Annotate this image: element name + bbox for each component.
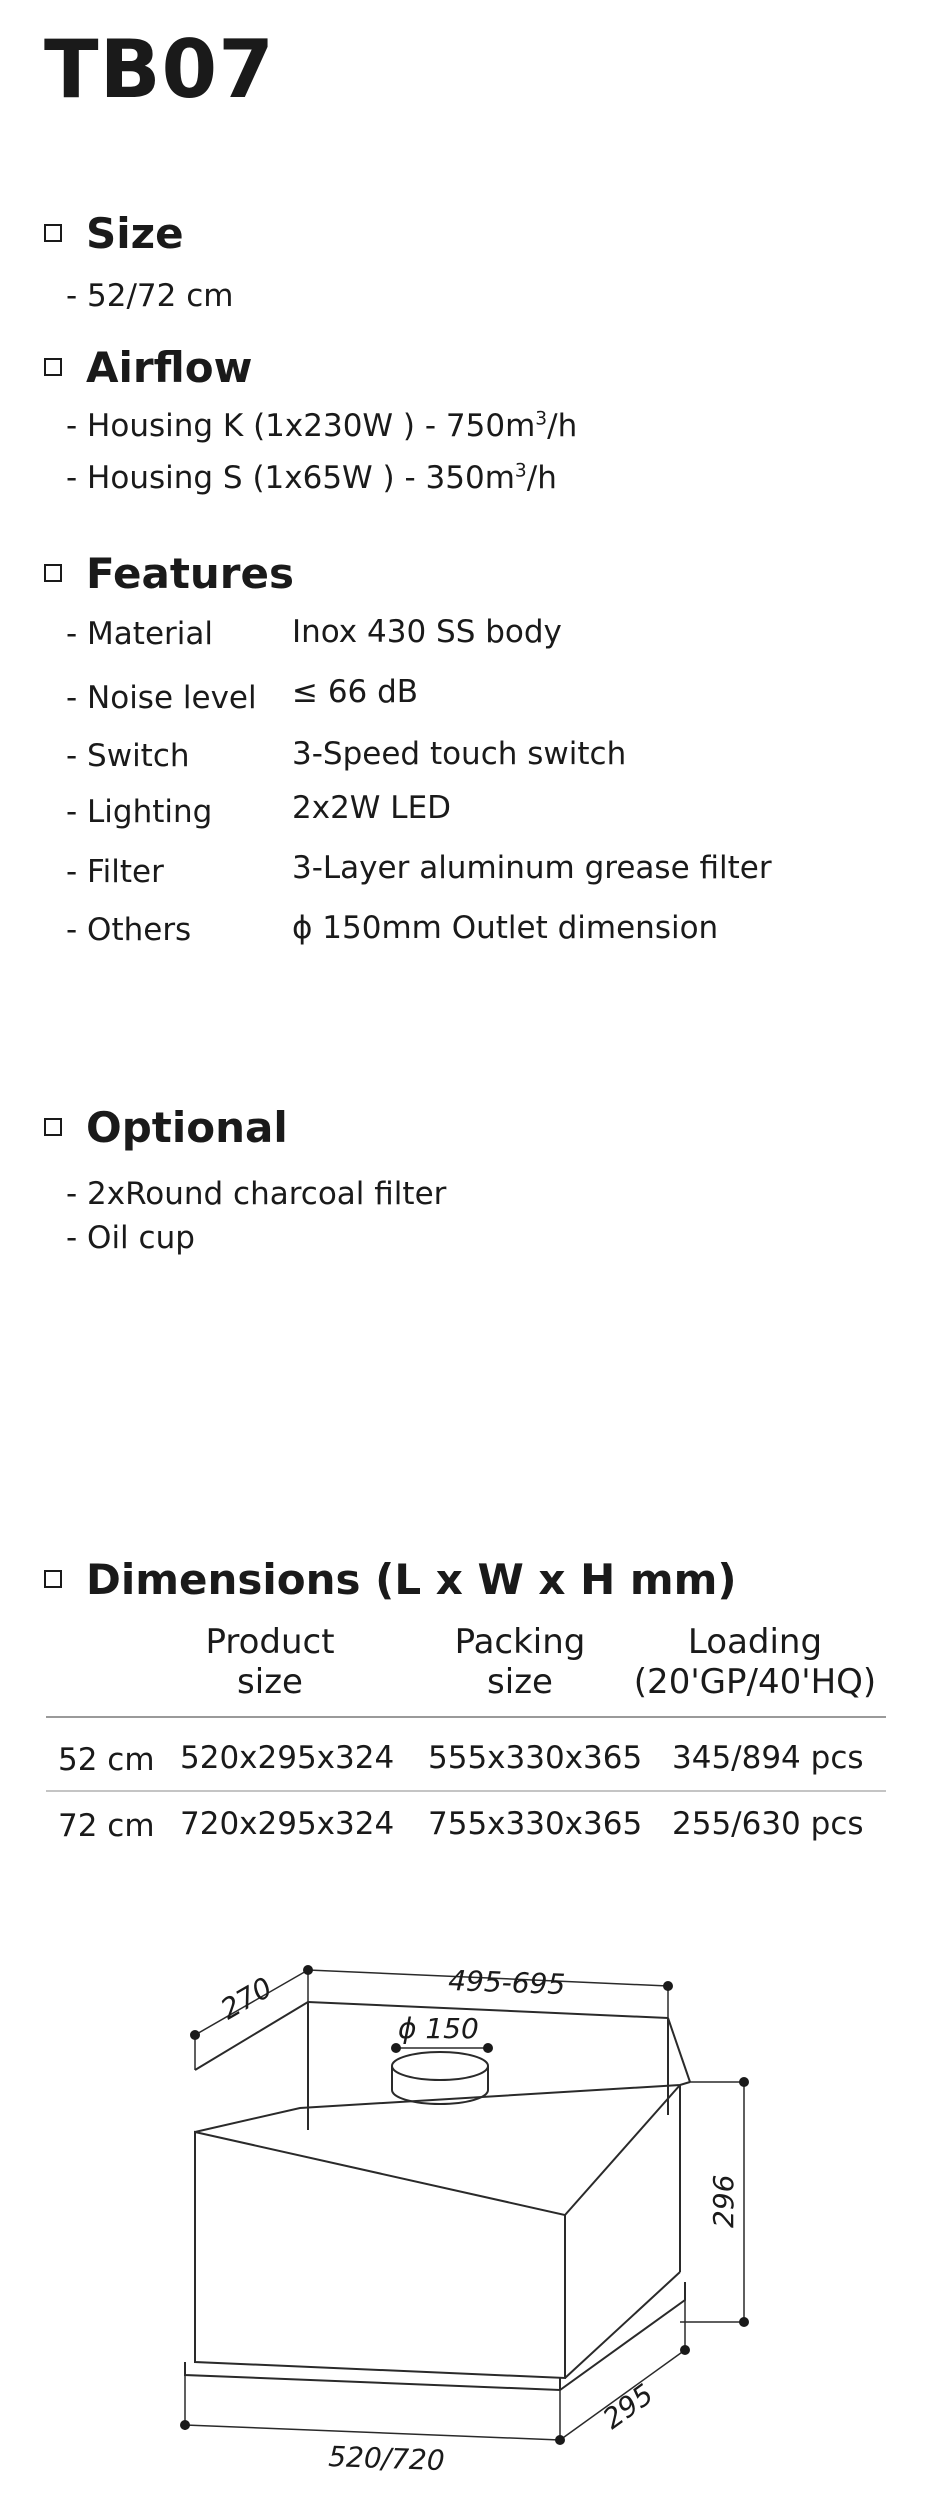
column-header-product bbox=[175, 1622, 365, 1702]
airflow-item-text: - Housing K (1x230W ) - 750m bbox=[66, 408, 536, 444]
superscript: 3 bbox=[535, 408, 548, 430]
checkbox-square-icon bbox=[44, 1570, 62, 1588]
dimension-dot bbox=[180, 2420, 190, 2430]
table-cell-product: 720x295x324 bbox=[180, 1806, 395, 1842]
column-header-line: size bbox=[237, 1662, 303, 1702]
table-cell-packing: 555x330x365 bbox=[428, 1740, 643, 1776]
dimension-dot bbox=[555, 2435, 565, 2445]
table-cell-loading: 255/630 pcs bbox=[672, 1806, 864, 1842]
drawing-edge bbox=[565, 2272, 680, 2378]
table-cell-model: 52 cm bbox=[58, 1742, 155, 1778]
dim-label-height: 296 bbox=[707, 2174, 740, 2228]
feature-value-filter: 3-Layer aluminum grease filter bbox=[292, 850, 772, 886]
checkbox-square-icon bbox=[44, 224, 62, 242]
drawing-edge bbox=[668, 2018, 690, 2082]
optional-heading bbox=[44, 1102, 288, 1152]
feature-label-switch: - Switch bbox=[66, 738, 190, 774]
dimensions-heading-text: Dimensions (L x W x H mm) bbox=[86, 1554, 737, 1604]
dimension-dot bbox=[680, 2345, 690, 2355]
column-header-line: size bbox=[487, 1662, 553, 1702]
column-header-line: (20'GP/40'HQ) bbox=[633, 1662, 877, 1702]
column-header-line: Loading bbox=[687, 1622, 823, 1662]
checkbox-square-icon bbox=[44, 358, 62, 376]
optional-heading-text: Optional bbox=[86, 1102, 288, 1152]
dimension-dot bbox=[663, 1981, 673, 1991]
dim-label-depth-bottom: 295 bbox=[596, 2377, 660, 2436]
dimension-dot bbox=[739, 2077, 749, 2087]
checkbox-square-icon bbox=[44, 564, 62, 582]
size-item: - 52/72 cm bbox=[66, 278, 234, 314]
column-header-line: Packing bbox=[454, 1622, 586, 1662]
dimensions-heading bbox=[44, 1554, 737, 1604]
column-header-line: Product bbox=[205, 1622, 335, 1662]
feature-label-filter: - Filter bbox=[66, 854, 164, 890]
feature-label-noise: - Noise level bbox=[66, 680, 257, 716]
feature-label-others: - Others bbox=[66, 912, 192, 948]
airflow-heading-text: Airflow bbox=[86, 342, 253, 392]
airflow-item-unit: /h bbox=[526, 460, 557, 496]
airflow-heading bbox=[44, 342, 252, 392]
optional-item: - Oil cup bbox=[66, 1220, 195, 1256]
airflow-item-unit: /h bbox=[547, 408, 578, 444]
dim-label-width-top: 495-695 bbox=[447, 1964, 566, 2002]
checkbox-square-icon bbox=[44, 1118, 62, 1136]
features-heading-text: Features bbox=[86, 548, 294, 598]
dim-label-depth-top: 270 bbox=[215, 1970, 278, 2027]
drawing-edge bbox=[308, 2002, 668, 2018]
column-header-loading bbox=[630, 1622, 880, 1702]
airflow-item-k bbox=[66, 406, 577, 446]
dim-label-outlet: ϕ 150 bbox=[398, 2012, 479, 2045]
table-cell-packing: 755x330x365 bbox=[428, 1806, 643, 1842]
table-cell-model: 72 cm bbox=[58, 1808, 155, 1844]
drawing-edge bbox=[565, 2085, 680, 2215]
dimension-dot bbox=[303, 1965, 313, 1975]
feature-label-material: - Material bbox=[66, 616, 213, 652]
drawing-edge bbox=[195, 2082, 690, 2132]
feature-value-others: ϕ 150mm Outlet dimension bbox=[292, 910, 719, 946]
feature-value-noise: ≤ 66 dB bbox=[292, 674, 419, 710]
dimension-dot bbox=[483, 2043, 493, 2053]
feature-value-material: Inox 430 SS body bbox=[292, 614, 562, 650]
size-heading-text: Size bbox=[86, 208, 184, 258]
airflow-item-s bbox=[66, 458, 557, 498]
feature-label-lighting: - Lighting bbox=[66, 794, 213, 830]
optional-item: - 2xRound charcoal filter bbox=[66, 1176, 447, 1212]
table-cell-product: 520x295x324 bbox=[180, 1740, 395, 1776]
drawing-face bbox=[195, 2132, 565, 2378]
dimension-dot bbox=[739, 2317, 749, 2327]
features-heading bbox=[44, 548, 294, 598]
dim-label-width-bottom: 520/720 bbox=[327, 2440, 446, 2478]
airflow-item-text: - Housing S (1x65W ) - 350m bbox=[66, 460, 515, 496]
product-title: TB07 bbox=[44, 23, 275, 116]
dimension-line bbox=[185, 2425, 560, 2440]
superscript: 3 bbox=[514, 460, 527, 482]
table-rule bbox=[46, 1716, 886, 1718]
size-heading bbox=[44, 208, 184, 258]
table-cell-loading: 345/894 pcs bbox=[672, 1740, 864, 1776]
table-rule bbox=[46, 1790, 886, 1792]
dimension-dot bbox=[190, 2030, 200, 2040]
outlet-collar-top bbox=[392, 2052, 488, 2080]
dimension-drawing bbox=[0, 1960, 925, 2504]
feature-value-lighting: 2x2W LED bbox=[292, 790, 452, 826]
feature-value-switch: 3-Speed touch switch bbox=[292, 736, 627, 772]
column-header-packing bbox=[425, 1622, 615, 1702]
